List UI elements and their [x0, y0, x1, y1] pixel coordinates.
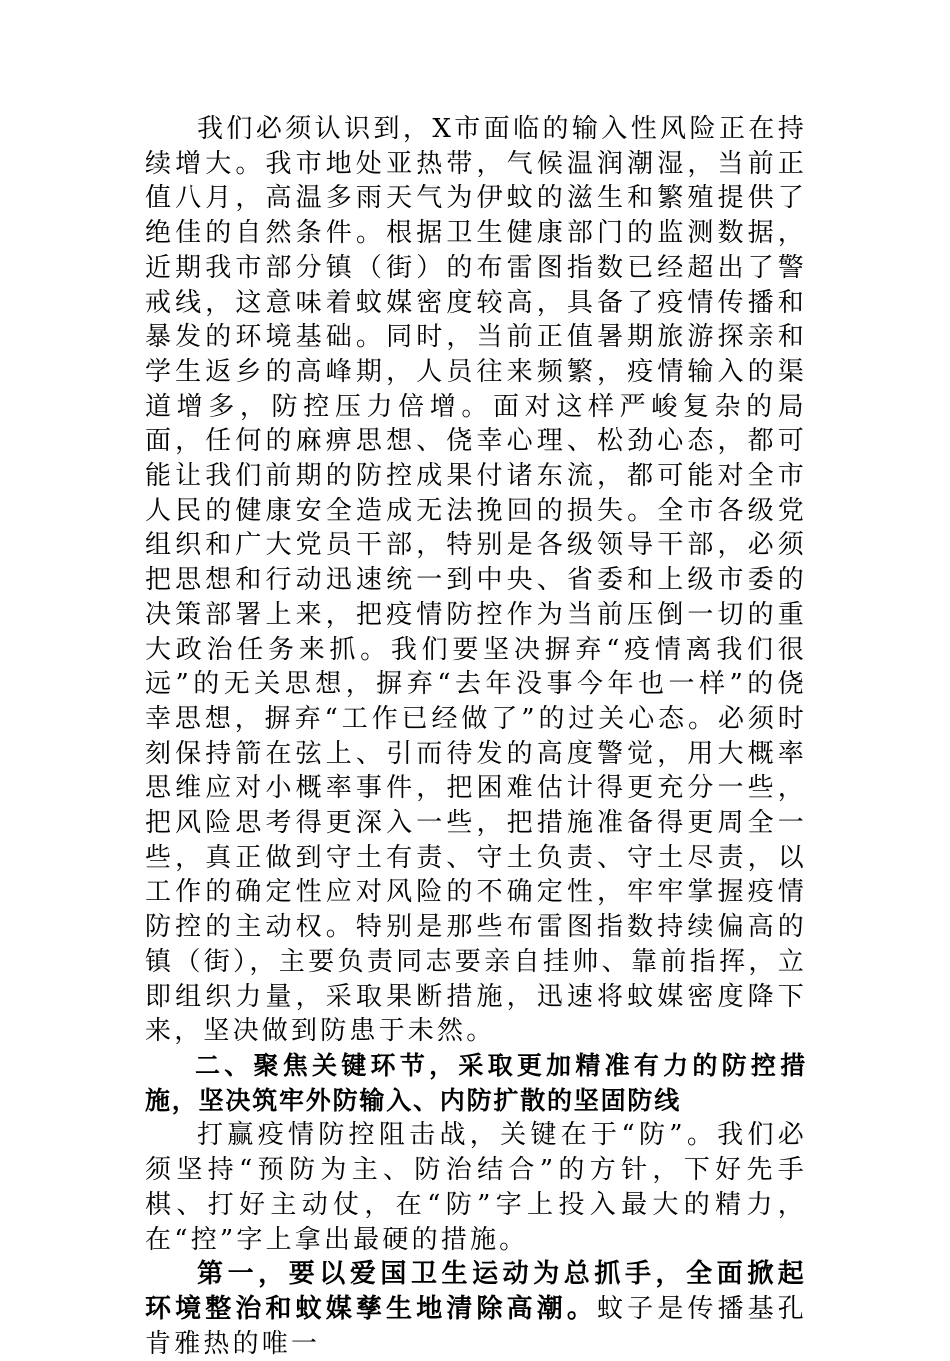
paragraph-lead-sentence: 第一，要以爱国卫生运动为总抓手，全面掀起环境整治和蚊媒孳生地清除高潮。 — [145, 1259, 807, 1324]
body-paragraph — [145, 1257, 807, 1361]
document-body — [145, 112, 807, 1361]
paragraph-continuation: 蚊子是传播基孔肯雅热的唯一 — [145, 1293, 807, 1359]
section-heading: 二、聚焦关键环节，采取更加精准有力的防控措施，坚决筑牢外防输入、内防扩散的坚固防线 — [145, 1050, 807, 1115]
body-paragraph: 我们必须认识到，X市面临的输入性风险正在持续增大。我市地处亚热带，气候温润潮湿，当前正值八月，高温多雨天气为伊蚊的滋生和繁殖提供了绝佳的自然条件。根据卫生健康部门的监测数据，近期我市部分镇（街）的布雷图指数已经超出了警戒线，这意味着蚊媒密度较高，具备了疫情传播和暴发的环境基础。同时，当前正值暑期旅游探亲和学生返乡的高峰期，人员往来频繁，疫情输入的渠道增多，防控压力倍增。面对这样严峻复杂的局面，任何的麻痹思想、侥幸心理、松劲心态，都可能让我们前期的防控成果付诸东流，都可能对全市人民的健康安全造成无法挽回的损失。全市各级党组织和广大党员干部，特别是各级领导干部，必须把思想和行动迅速统一到中央、省委和上级市委的决策部署上来，把疫情防控作为当前压倒一切的重大政治任务来抓。我们要坚决摒弃“疫情离我们很远”的无关思想，摒弃“去年没事今年也一样”的侥幸思想，摒弃“工作已经做了”的过关心态。必须时刻保持箭在弦上、引而待发的高度警觉，用大概率思维应对小概率事件，把困难估计得更充分一些，把风险思考得更深入一些，把措施准备得更周全一些，真正做到守土有责、守土负责、守土尽责，以工作的确定性应对风险的不确定性，牢牢掌握疫情防控的主动权。特别是那些布雷图指数持续偏高的镇（街），主要负责同志要亲自挂帅、靠前指挥，立即组织力量，采取果断措施，迅速将蚊媒密度降下来，坚决做到防患于未然。 — [145, 114, 807, 1047]
body-paragraph: 打赢疫情防控阻击战，关键在于“防”。我们必须坚持“预防为主、防治结合”的方针，下好先手棋、打好主动仗，在“防”字上投入最大的精力，在“控”字上拿出最硬的措施。 — [145, 1120, 807, 1255]
